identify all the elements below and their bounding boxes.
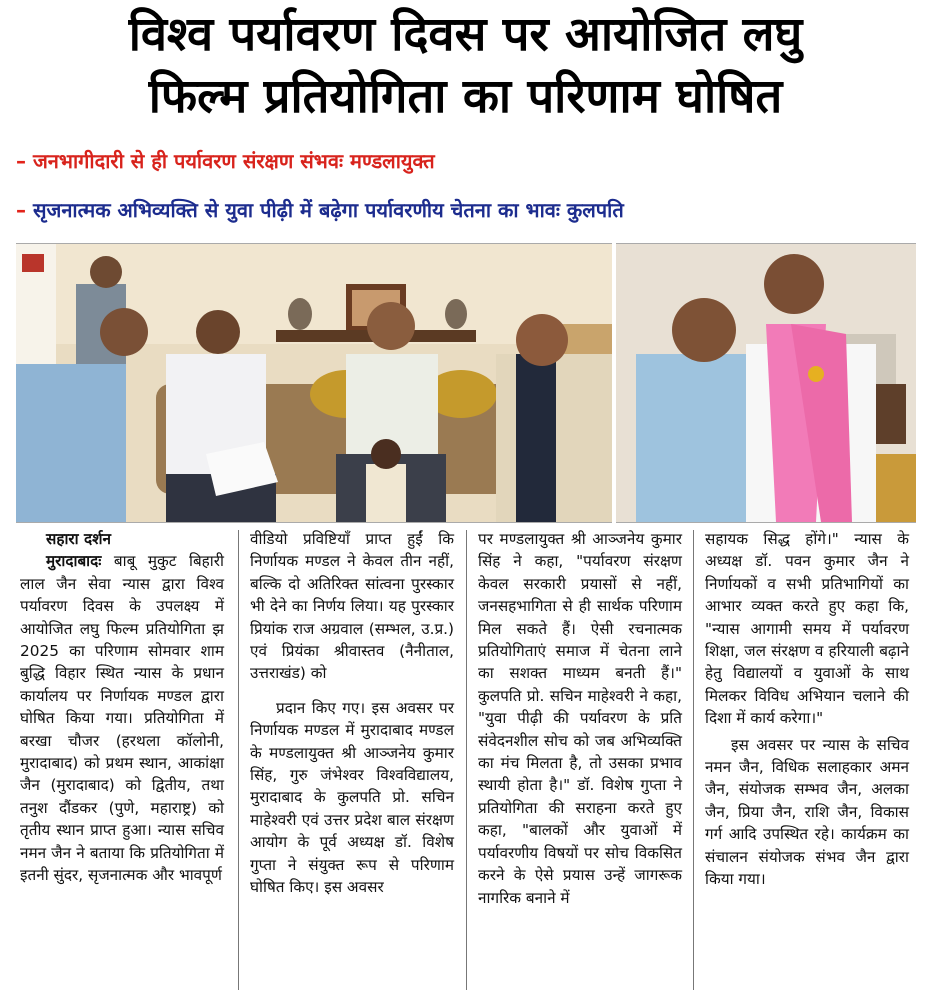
subheading-1 xyxy=(16,147,435,175)
column-4-paragraph-1: सहायक सिद्ध होंगे।" न्यास के अध्यक्ष डॉ. पवन कुमार जैन ने निर्णायकों व सभी प्रतिभागियों का आभार व्यक्त करते हुए कहा कि, "न्यास आगामी समय में पर्यावरण शिक्षा, जल संरक्षण व हरियाली बढ़ाने हेतु विद्यालयों व युवाओं के साथ मिलकर विविध अभियान चलाने की दिशा में कार्य करेगा।" xyxy=(705,530,909,728)
article-column-2 xyxy=(250,528,454,899)
photo-felicitation xyxy=(616,243,916,523)
column-rule-2 xyxy=(466,530,467,990)
column-rule-3 xyxy=(693,530,694,990)
article-column-1 xyxy=(20,528,224,887)
dateline: मुरादाबादः xyxy=(46,552,102,571)
subheading-1-dash: – xyxy=(16,149,33,173)
subheading-2 xyxy=(16,196,624,224)
article-paragraph xyxy=(20,550,224,886)
column-rule-1 xyxy=(238,530,239,990)
photo-meeting xyxy=(16,243,612,523)
article-column-3 xyxy=(478,528,682,909)
subheading-2-text: सृजनात्मक अभिव्यक्ति से युवा पीढ़ी में बढ़ेगा पर्यावरणीय चेतना का भावः कुलपति xyxy=(32,198,624,222)
column-3-paragraph: पर मण्डलायुक्त श्री आञ्जनेय कुमार सिंह ने कहा, "पर्यावरण संरक्षण केवल सरकारी प्रयासों से नहीं, जनसहभागिता से ही सार्थक परिणाम मिल सकते हैं। ऐसी रचनात्मक प्रतियोगिताएं समाज में चेतना लाने का सशक्त माध्यम बनती हैं।" कुलपति प्रो. सचिन माहेश्वरी ने कहा, "युवा पीढ़ी की पर्यावरण के प्रति संवेदनशील सोच को जब अभिव्यक्ति का मंच मिलता है, तो उसका प्रभाव स्थायी होता है।" डॉ. विशेष गुप्ता ने प्रतियोगिता की सराहना करते हुए कहा, "बालकों और युवाओं में पर्यावरणीय विषयों पर सोच विकसित करने के ऐसे प्रयास उन्हें जागरूक नागरिक बनाने में xyxy=(478,530,682,907)
column-2-paragraph-1: वीडियो प्रविष्टियाँ प्राप्त हुईं कि निर्णायक मण्डल ने केवल तीन नहीं, बल्कि दो अतिरिक्त सांत्वना पुरस्कार भी देने का निर्णय लिया। यह पुरस्कार प्रियांक राज अग्रवाल (सम्भल, उ.प्र.) एवं प्रियंका श्रीवास्तव (नैनीताल, उत्तराखंड) को xyxy=(250,530,454,683)
headline-line-1: विश्व पर्यावरण दिवस पर आयोजित लघु xyxy=(128,7,803,62)
column-4-paragraph-2: इस अवसर पर न्यास के सचिव नमन जैन, विधिक सलाहकार अमन जैन, संयोजक सम्भव जैन, अलका जैन, प्रिया जैन, राशि जैन, विकास गर्ग आदि उपस्थित रहे। कार्यक्रम का संचालन संयोजक संभव जैन द्वारा किया गया। xyxy=(705,735,909,889)
byline: सहारा दर्शन xyxy=(46,530,111,548)
subheading-2-dash: – xyxy=(16,198,33,222)
article-column-4 xyxy=(705,528,909,891)
subheading-1-text: जनभागीदारी से ही पर्यावरण संरक्षण संभवः मण्डलायुक्त xyxy=(32,149,435,173)
column-2-paragraph-2: प्रदान किए गए। इस अवसर पर निर्णायक मण्डल में मुरादाबाद मण्डल के मण्डलायुक्त श्री आञ्जनेय कुमार सिंह, गुरु जंभेश्वर विश्वविद्यालय, मुरादाबाद के कुलपति प्रो. सचिन माहेश्वरी एवं उत्तर प्रदेश बाल संरक्षण आयोग के पूर्व अध्यक्ष डॉ. विशेष गुप्ता ने संयुक्त रूप से परिणाम घोषित किए। इस अवसर xyxy=(250,698,454,897)
headline xyxy=(0,4,931,128)
headline-line-2: फिल्म प्रतियोगिता का परिणाम घोषित xyxy=(148,69,783,124)
column-1-text: बाबू मुकुट बिहारी लाल जैन सेवा न्यास द्वारा विश्व पर्यावरण दिवस के उपलक्ष्य में आयोजित लघु फिल्म प्रतियोगिता झ 2025 का परिणाम सोमवार शाम बुद्धि विहार स्थित न्यास के प्रधान कार्यालय पर निर्णायक मण्डल द्वारा घोषित किया गया। प्रतियोगिता में बरखा चौजर (हरथला कॉलोनी, मुरादाबाद) को प्रथम स्थान, आकांक्षा जैन (मुरादाबाद) को द्वितीय, तथा तनुश दौंडकर (पुणे, महाराष्ट्र) को तृतीय स्थान प्राप्त हुआ। न्यास सचिव नमन जैन ने बताया कि प्रतियोगिता में इतनी सुंदर, सृजनात्मक और भावपूर्ण xyxy=(20,552,224,885)
